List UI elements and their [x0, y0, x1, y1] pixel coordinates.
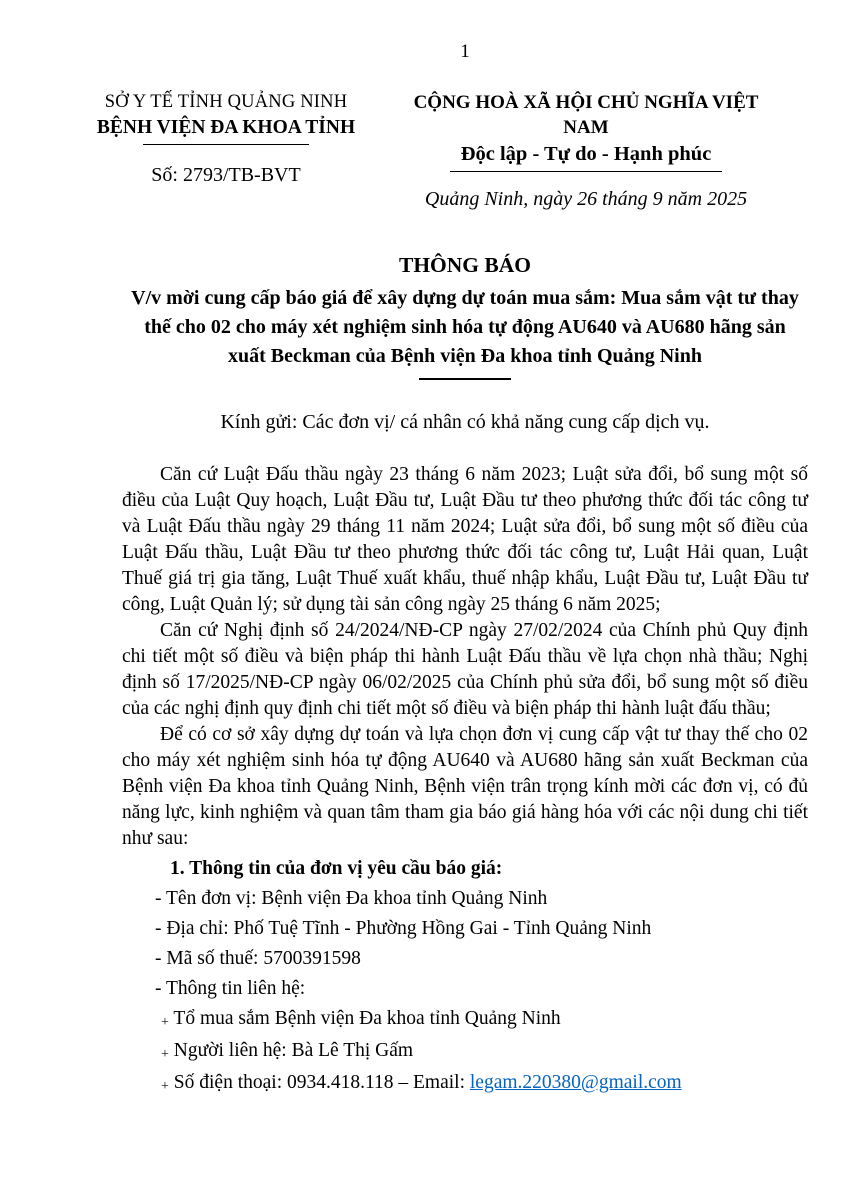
list-marker: - — [155, 978, 162, 999]
info-list — [122, 886, 808, 1098]
national-name: CỘNG HOÀ XÃ HỘI CHỦ NGHĨA VIỆT NAM — [413, 92, 759, 138]
parent-org-name: SỞ Y TẾ TỈNH QUẢNG NINH — [104, 92, 348, 112]
letterhead-issuer — [92, 90, 360, 213]
list-item-text: Tổ mua sắm Bệnh viện Đa khoa tỉnh Quảng Ninh — [168, 1008, 561, 1029]
salutation: Kính gửi: Các đơn vị/ cá nhân có khả năng cung cấp dịch vụ. — [220, 411, 710, 433]
motto-underline — [450, 171, 722, 172]
list-item — [122, 886, 808, 912]
list-marker: - — [155, 918, 162, 939]
list-item — [122, 1038, 808, 1066]
org-name: BỆNH VIỆN ĐA KHOA TỈNH — [96, 117, 356, 138]
body-text — [122, 462, 808, 1098]
list-item-text: Số điện thoại: 0934.418.118 – Email: — [168, 1072, 470, 1093]
list-item — [122, 1070, 808, 1098]
list-marker: + — [161, 1079, 169, 1094]
doc-number: Số: 2793/TB-BVT — [151, 164, 301, 186]
list-marker: + — [161, 1047, 169, 1062]
list-item-text: Tên đơn vị: Bệnh viện Đa khoa tỉnh Quảng Ninh — [161, 888, 548, 909]
doc-title: THÔNG BÁO — [398, 253, 531, 277]
section-1-heading: 1. Thông tin của đơn vị yêu cầu báo giá: — [170, 858, 503, 879]
national-motto: Độc lập - Tự do - Hạnh phúc — [460, 143, 712, 165]
list-item — [122, 946, 808, 972]
org-name-underline — [143, 144, 309, 145]
list-item — [122, 976, 808, 1002]
list-item-text: Thông tin liên hệ: — [161, 978, 306, 999]
paragraph-legal-basis-1: Căn cứ Luật Đấu thầu ngày 23 tháng 6 năm 2023; Luật sửa đổi, bổ sung một số điều của Luật Quy hoạch, Luật Đầu tư, Luật Đầu tư theo phương thức đối tác công tư và Luật Đấu thầu ngày 29 tháng 11 năm 2024; Luật sửa đổi, bổ sung một số điều của Luật Đấu thầu, Luật Đầu tư theo phương thức đối tác công tư, Luật Hải quan, Luật Thuế giá trị gia tăng, Luật Thuế xuất khẩu, thuế nhập khẩu, Luật Đầu tư, Luật Đầu tư công, Luật Quản lý; sử dụng tài sản công ngày 25 tháng 6 năm 2025; — [122, 464, 808, 615]
list-item-text: Mã số thuế: 5700391598 — [161, 948, 361, 969]
subject-divider — [419, 378, 511, 380]
paragraph-purpose: Để có cơ sở xây dựng dự toán và lựa chọn đơn vị cung cấp vật tư thay thế cho 02 cho máy xét nghiệm sinh hóa tự động AU640 và AU680 hãng sản xuất Beckman của Bệnh viện Đa khoa tỉnh Quảng Ninh, Bệnh viện trân trọng kính mời các đơn vị, có đủ năng lực, kinh nghiệm và quan tâm tham gia báo giá hàng hóa với các nội dung chi tiết như sau: — [122, 724, 808, 849]
letterhead — [92, 90, 808, 213]
list-marker: + — [161, 1015, 169, 1030]
paragraph-legal-basis-2: Căn cứ Nghị định số 24/2024/NĐ-CP ngày 27/02/2024 của Chính phủ Quy định chi tiết một số điều và biện pháp thi hành Luật Đấu thầu về lựa chọn nhà thầu; Nghị định số 17/2025/NĐ-CP ngày 06/02/2025 của Chính phủ sửa đổi, bổ sung một số điều của các nghị định quy định chi tiết một số điều và biện pháp thi hành luật đấu thầu; — [122, 620, 808, 719]
doc-subject: V/v mời cung cấp báo giá để xây dựng dự toán mua sắm: Mua sắm vật tư thay thế cho 02 cho máy xét nghiệm sinh hóa tự động AU640 và AU680 hãng sản xuất Beckman của Bệnh viện Đa khoa tỉnh Quảng Ninh — [131, 287, 799, 367]
place-date-line: Quảng Ninh, ngày 26 tháng 9 năm 2025 — [424, 188, 748, 210]
list-marker: - — [155, 948, 162, 969]
page-number: 1 — [460, 41, 470, 62]
email-link[interactable]: legam.220380@gmail.com — [469, 1072, 682, 1093]
list-item-text: Địa chỉ: Phố Tuệ Tĩnh - Phường Hồng Gai - Tỉnh Quảng Ninh — [161, 918, 652, 939]
list-marker: - — [155, 888, 162, 909]
list-item — [122, 1006, 808, 1034]
list-item-text: Người liên hệ: Bà Lê Thị Gấm — [168, 1040, 414, 1061]
list-item — [122, 916, 808, 942]
letterhead-national — [392, 90, 780, 213]
